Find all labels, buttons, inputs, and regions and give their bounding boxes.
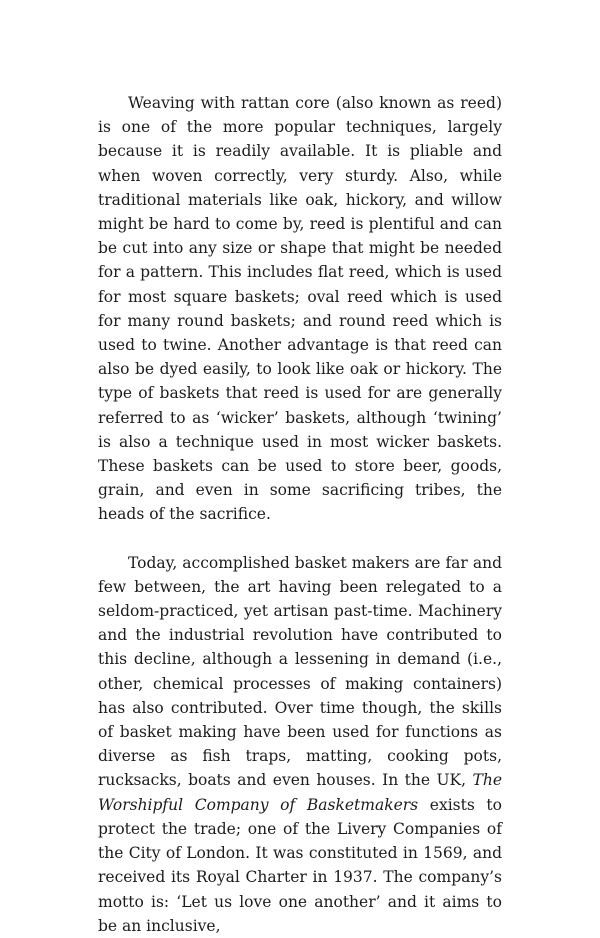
company-name: The Worshipful Company of Basketmakers (98, 771, 502, 814)
paragraph-reed-weaving (98, 91, 502, 527)
paragraph-text-start: Today, accomplished basket makers are far and few between, the art having been relegated to a seldom-practiced, yet artisan past-time. Machinery and the industrial revolution have contributed to this decline, although a lessening in demand (i.e., other, chemical processes of making containers) has also contributed. Over time though, the skills of basket making have been used for functions as diverse as fish traps, matting, cooking pots, rucksacks, boats and even houses. In the UK, (98, 553, 502, 790)
body-text (98, 91, 502, 938)
paragraph-basket-makers (98, 551, 502, 938)
paragraph-text-end: exists to protect the trade; one of the Livery Companies of the City of London. It was constituted in 1569, and received its Royal Charter in 1937. The company’s motto is: ‘Let us love one another’ and it aims to be an inclusive, (98, 795, 502, 935)
paragraph-text: Weaving with rattan core (also known as reed) is one of the more popular techniques, largely because it is readily available. It is pliable and when woven correctly, very sturdy. Also, while traditional materials like oak, hickory, and willow might be hard to come by, reed is plentiful and can be cut into any size or shape that might be needed for a pattern. This includes flat reed, which is used for most square baskets; oval reed which is used for many round baskets; and round reed which is used to twine. Another advantage is that reed can also be dyed easily, to look like oak or hickory. The type of baskets that reed is used for are generally referred to as ‘wicker’ baskets, although ‘twining’ is also a technique used in most wicker baskets. These baskets can be used to store beer, goods, grain, and even in some sacrificing tribes, the heads of the sacrifice. (98, 94, 502, 524)
